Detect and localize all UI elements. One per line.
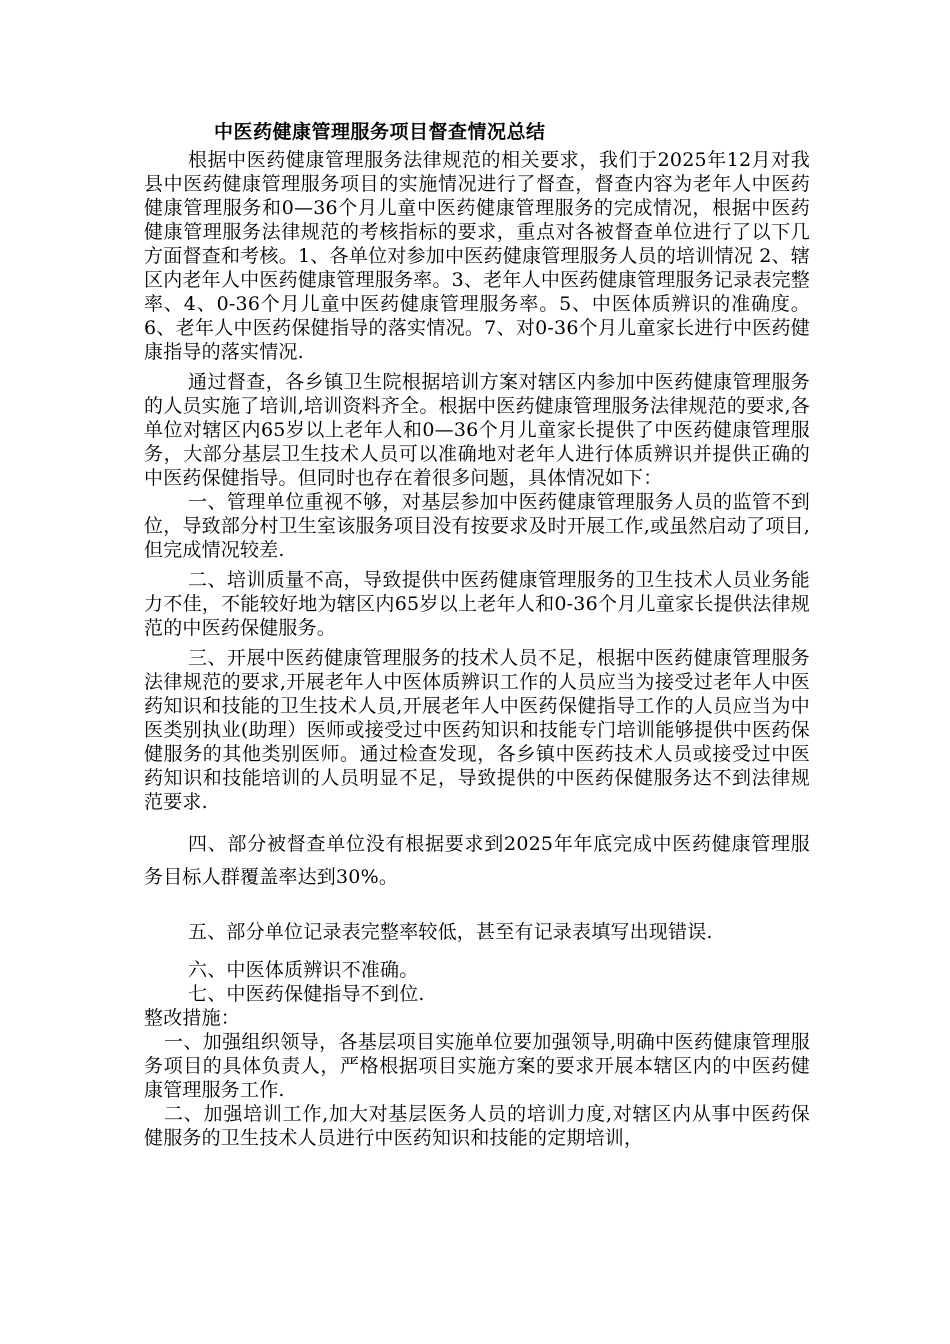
paragraph-measure-2: 二、加强培训工作,加大对基层医务人员的培训力度,对辖区内从事中医药保健服务的卫生技术人员进行中医药知识和技能的定期培训， (144, 1103, 810, 1149)
section-heading-rectification: 整改措施： (144, 1007, 241, 1029)
paragraph-issue-6: 六、中医体质辨识不准确。 (188, 959, 419, 981)
document-page (144, 118, 810, 1150)
paragraph-intro: 根据中医药健康管理服务法律规范的相关要求，我们于2025年12月对我县中医药健康管理服务项目的实施情况进行了督查，督查内容为老年人中医药健康管理服务和0—36个月儿童中医药健康管理服务的完成情况，根据中医药健康管理服务法律规范的考核指标的要求，重点对各被督查单位进行了以下几方面督查和考核。1、各单位对参加中医药健康管理服务人员的培训情况 2、辖区内老年人中医药健康管理服务率。3、老年人中医药健康管理服务记录表完整率、4、0-36个月儿童中医药健康管理服务率。5、中医体质辨识的准确度。6、老年人中医药保健指导的落实情况。7、对0-36个月儿童家长进行中医药健康指导的落实情况. (144, 149, 810, 363)
document-title: 中医药健康管理服务项目督查情况总结 (214, 121, 546, 143)
paragraph-issue-3: 三、开展中医药健康管理服务的技术人员不足，根据中医药健康管理服务法律规范的要求,开展老年人中医体质辨识工作的人员应当为接受过老年人中医药知识和技能的卫生技术人员,开展老年人中医药保健指导工作的人员应当为中医类别执业(助理）医师或接受过中医药知识和技能专门培训能够提供中医药保健服务的其他类别医师。通过检查发现，各乡镇中医药技术人员或接受过中医药知识和技能培训的人员明显不足，导致提供的中医药保健服务达不到法律规范要求. (144, 647, 810, 813)
paragraph-measure-1: 一、加强组织领导，各基层项目实施单位要加强领导,明确中医药健康管理服务项目的具体负责人，严格根据项目实施方案的要求开展本辖区内的中医药健康管理服务工作. (144, 1031, 810, 1101)
paragraph-issue-1: 一、管理单位重视不够，对基层参加中医药健康管理服务人员的监管不到位，导致部分村卫生室该服务项目没有按要求及时开展工作,或虽然启动了项目,但完成情况较差. (144, 491, 810, 561)
paragraph-issue-4: 四、部分被督查单位没有根据要求到2025年年底完成中医药健康管理服务目标人群覆盖率达到30%。 (144, 833, 810, 888)
paragraph-findings: 通过督查，各乡镇卫生院根据培训方案对辖区内参加中医药健康管理服务的人员实施了培训,培训资料齐全。根据中医药健康管理服务法律规范的要求,各单位对辖区内65岁以上老年人和0—36个月儿童家长提供了中医药健康管理服务，大部分基层卫生技术人员可以准确地对老年人进行体质辨识并提供正确的中医药保健指导。但同时也存在着很多问题，具体情况如下： (144, 371, 810, 489)
paragraph-issue-2: 二、培训质量不高，导致提供中医药健康管理服务的卫生技术人员业务能力不佳，不能较好地为辖区内65岁以上老年人和0-36个月儿童家长提供法律规范的中医药保健服务。 (144, 569, 810, 639)
paragraph-issue-7: 七、中医药保健指导不到位. (188, 983, 425, 1005)
paragraph-issue-5: 五、部分单位记录表完整率较低，甚至有记录表填写出现错误. (188, 921, 713, 943)
